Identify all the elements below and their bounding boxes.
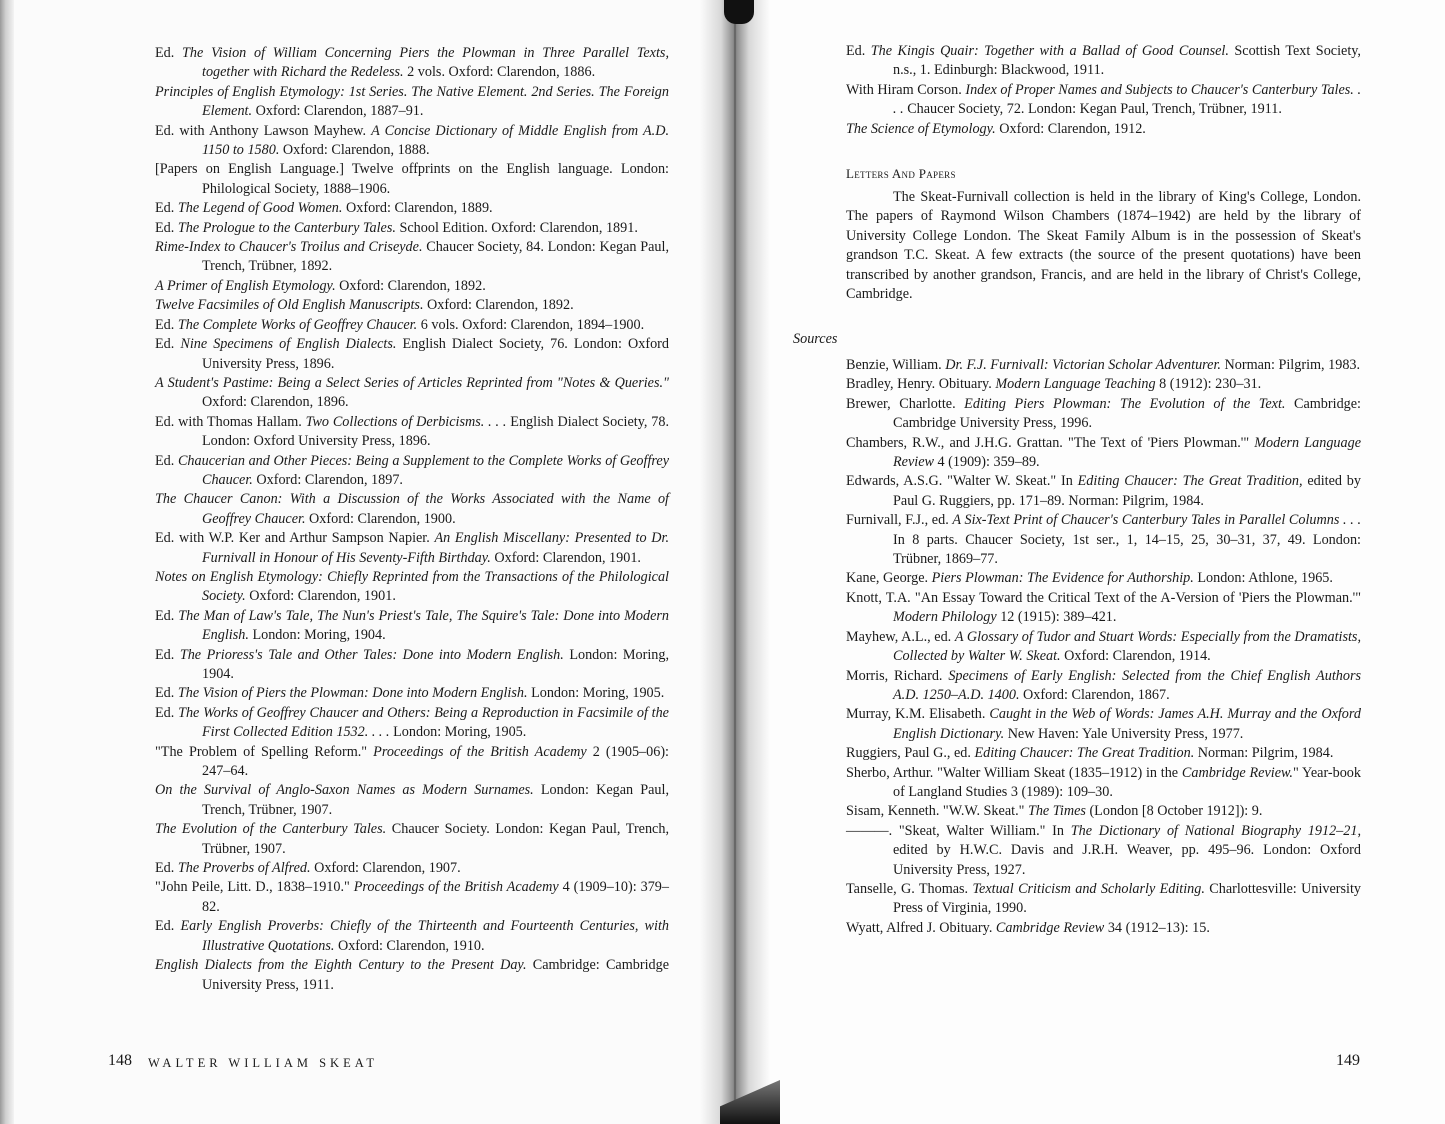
bibliography-entry — [846, 589, 1361, 628]
bibliography-list-left — [155, 44, 669, 995]
entry-title: A Glossary of Tudor and Stuart Words: Especially from the Dramatists, Collected by Walter W. Skeat. — [893, 628, 1361, 665]
bibliography-entry — [155, 568, 669, 607]
entry-title: A Six-Text Print of Chaucer's Canterbury Tales in Parallel Columns . . . — [952, 512, 1361, 529]
entry-title: The Prioress's Tale and Other Tales: Done into Modern English. — [179, 646, 564, 663]
entry-details: Oxford: Clarendon, 1907. — [310, 860, 461, 877]
entry-title: The Times — [1027, 803, 1086, 820]
entry-prefix: [Papers on English Language.] Twelve offprints on the English language. London: Philological Society, 1888–1906. — [155, 161, 669, 197]
entry-prefix: Ed. — [155, 646, 180, 663]
bibliography-entry — [155, 956, 669, 995]
entry-prefix: "The Problem of Spelling Reform." — [155, 743, 374, 760]
entry-prefix: Knott, T.A. "An Essay Toward the Critical Text of the A-Version of 'Piers the Plowman.'" — [846, 589, 1361, 606]
running-head: WALTER WILLIAM SKEAT — [148, 1056, 378, 1070]
entry-details: " Year-book of Langland Studies 3 (1989): 109–30. — [893, 764, 1361, 800]
entry-prefix: Ed. — [155, 45, 183, 61]
bibliography-entry — [846, 744, 1361, 763]
bibliography-list-right — [846, 42, 1361, 139]
entry-details: Scottish Text Society, n.s., 1. Edinburgh: Blackwood, 1911. — [893, 43, 1361, 79]
bibliography-entry — [155, 199, 669, 218]
bibliography-entry — [155, 83, 669, 122]
page-number-left: 148 — [108, 1052, 132, 1069]
entry-title: Dr. F.J. Furnivall: Victorian Scholar Adventurer. — [945, 357, 1221, 373]
bibliography-entry — [846, 880, 1361, 919]
bibliography-entry — [846, 434, 1361, 473]
entry-prefix: Chambers, R.W., and J.H.G. Grattan. "The Text of 'Piers Plowman.'" — [846, 434, 1255, 451]
entry-prefix: Ed. — [155, 336, 181, 353]
entry-details: Oxford: Clarendon, 1888. — [279, 142, 430, 159]
entry-title: Modern Language Review — [893, 434, 1361, 471]
entry-details: Chaucer Society, 72. London: Kegan Paul, Trench, Trübner, 1911. — [903, 101, 1282, 118]
entry-title: Nine Specimens of English Dialects. — [180, 336, 397, 353]
bibliography-entry — [155, 607, 669, 646]
entry-title: Specimens of Early English: Selected from the Chief English Authors A.D. 1250–A.D. 1400. — [893, 667, 1361, 703]
entry-prefix: Ed. — [155, 685, 178, 702]
entry-details: London: Moring, 1904. — [248, 627, 386, 644]
letters-and-papers-text: The Skeat-Furnivall collection is held in the library of King's College, London. The papers of Raymond Wilson Chambers (1874–1942) are held by the library of University College London. The Skeat Family Album is in the possession of Skeat's grandson T.C. Skeat. A few extracts (the source of the present quotations) have been transcribed by another grandson, Francis, and are held in the library of Christ's College, Cambridge. — [846, 189, 1361, 303]
bibliography-entry — [155, 781, 669, 820]
bibliography-entry — [155, 704, 669, 743]
entry-title: The Proverbs of Alfred. — [177, 860, 311, 877]
entry-details: Oxford: Clarendon, 1914. — [1060, 648, 1211, 665]
entry-prefix: Wyatt, Alfred J. Obituary. — [846, 919, 996, 936]
entry-details: London: Moring, 1904. — [202, 646, 670, 682]
bibliography-entry — [155, 820, 669, 859]
entry-details: Cambridge: Cambridge University Press, 1996. — [893, 395, 1361, 432]
entry-details: 6 vols. Oxford: Clarendon, 1894–1900. — [417, 316, 645, 333]
entry-title: A Concise Dictionary of Middle English from A.D. 1150 to 1580. — [202, 122, 670, 159]
bibliography-entry — [155, 684, 669, 703]
entry-prefix: Ed. with Thomas Hallam. — [155, 413, 306, 430]
bibliography-entry — [155, 878, 669, 917]
bibliography-entry — [155, 374, 669, 413]
letters-and-papers-heading: Letters And Papers — [846, 166, 956, 181]
bibliography-entry — [846, 375, 1361, 394]
entry-prefix: Ed. — [155, 219, 178, 236]
entry-details: edited by Paul G. Ruggiers, pp. 171–89. Norman: Pilgrim, 1984. — [893, 473, 1361, 509]
entry-details: Oxford: Clarendon, 1901. — [490, 549, 641, 566]
entry-details: In 8 parts. Chaucer Society, 1st ser., 1, 14–15, 25, 30–31, 37, 49. London: Trübner, 1869–77. — [893, 531, 1361, 568]
entry-details: Chaucer Society. London: Kegan Paul, Trench, Trübner, 1907. — [202, 821, 669, 857]
entry-prefix: Ed. — [155, 452, 178, 469]
entry-title: The Legend of Good Women. — [177, 200, 343, 217]
entry-title: An English Miscellany: Presented to Dr. Furnivall in Honour of His Seventy-Fifth Birthday. — [202, 530, 669, 566]
entry-title: The Complete Works of Geoffrey Chaucer. — [177, 316, 418, 333]
bibliography-entry — [846, 569, 1361, 588]
bibliography-entry — [846, 705, 1361, 744]
entry-title: Editing Chaucer: The Great Tradition. — [974, 745, 1195, 762]
bibliography-entry — [155, 646, 669, 685]
entry-prefix: Ed. — [155, 860, 178, 877]
entry-details: Oxford: Clarendon, 1912. — [995, 120, 1146, 137]
entry-details: English Dialect Society, 76. London: Oxford University Press, 1896. — [202, 336, 669, 372]
entry-title: The Vision of Piers the Plowman: Done into Modern English. — [177, 685, 528, 702]
entry-title: A Primer of English Etymology. — [155, 277, 336, 294]
bibliography-entry — [846, 395, 1361, 434]
entry-title: Principles of English Etymology: 1st Series. The Native Element. 2nd Series. The Foreign Element. — [155, 83, 669, 120]
bibliography-entry — [155, 743, 669, 782]
entry-details: Oxford: Clarendon, 1900. — [305, 510, 456, 527]
entry-title: Piers Plowman: The Evidence for Authorship. — [931, 570, 1194, 587]
entry-title: On the Survival of Anglo-Saxon Names as Modern Surnames. — [155, 782, 534, 799]
entry-details: 34 (1912–13): 15. — [1104, 919, 1210, 936]
bibliography-entry — [155, 335, 669, 374]
entry-details: English Dialect Society, 78. London: Oxford University Press, 1896. — [202, 413, 669, 450]
bibliography-entry — [155, 238, 669, 277]
entry-title: The Chaucer Canon: With a Discussion of the Works Associated with the Name of Geoffrey Chaucer. — [155, 491, 669, 527]
entry-details: 8 (1912): 230–31. — [1155, 376, 1262, 393]
entry-title: Proceedings of the British Academy — [353, 879, 559, 896]
entry-details: Oxford: Clarendon, 1892. — [423, 297, 574, 314]
entry-details: Norman: Pilgrim, 1983. — [1220, 357, 1361, 373]
entry-prefix: Mayhew, A.L., ed. — [846, 628, 955, 645]
entry-title: Cambridge Review. — [1181, 764, 1293, 781]
entry-prefix: Ruggiers, Paul G., ed. — [846, 745, 975, 762]
bibliography-entry — [155, 219, 669, 238]
entry-prefix: Ed. — [846, 43, 871, 59]
bibliography-entry — [155, 529, 669, 568]
entry-details: Charlottesville: University Press of Virginia, 1990. — [893, 880, 1361, 917]
entry-prefix: Ed. with W.P. Ker and Arthur Sampson Napier. — [155, 530, 435, 547]
entry-prefix: Edwards, A.S.G. "Walter W. Skeat." In — [846, 473, 1078, 490]
entry-title: Caught in the Web of Words: James A.H. Murray and the Oxford English Dictionary. — [893, 706, 1361, 742]
entry-prefix: Ed. — [155, 704, 179, 721]
sources-list — [846, 356, 1361, 938]
entry-prefix: Benzie, William. — [846, 357, 946, 373]
entry-prefix: Bradley, Henry. Obituary. — [846, 376, 996, 393]
entry-prefix: Kane, George. — [846, 570, 932, 587]
entry-prefix: Ed. — [155, 200, 178, 217]
entry-title: Rime-Index to Chaucer's Troilus and Criseyde. — [155, 239, 423, 256]
entry-title: The Works of Geoffrey Chaucer and Others: Being a Reproduction in Facsimile of the First Collected Edition 1532. . . . — [178, 704, 669, 741]
entry-title: Modern Language Teaching — [995, 376, 1156, 393]
entry-prefix: With Hiram Corson. — [846, 81, 966, 98]
entry-title: The Kingis Quair: Together with a Ballad of Good Counsel. — [870, 43, 1229, 59]
bibliography-entry — [846, 511, 1361, 569]
sources-heading: Sources — [793, 331, 838, 347]
entry-prefix: Ed. with Anthony Lawson Mayhew. — [155, 122, 372, 139]
bibliography-entry — [846, 764, 1361, 803]
entry-details: edited by H.W.C. Davis and J.R.H. Weaver, pp. 495–96. London: Oxford University Press, 1927. — [893, 842, 1361, 878]
entry-prefix: "John Peile, Litt. D., 1838–1910." — [155, 879, 354, 896]
bibliography-entry — [155, 122, 669, 161]
binding-top — [724, 0, 754, 24]
entry-title: Editing Chaucer: The Great Tradition, — [1077, 473, 1303, 490]
bibliography-entry — [846, 42, 1361, 81]
bibliography-entry — [155, 917, 669, 956]
bibliography-entry — [155, 452, 669, 491]
entry-details: London: Athlone, 1965. — [1193, 570, 1333, 587]
bibliography-entry — [155, 296, 669, 315]
entry-title: Two Collections of Derbicisms. . . . — [305, 413, 507, 430]
bibliography-entry — [846, 919, 1361, 938]
entry-prefix: Morris, Richard. — [846, 667, 949, 684]
entry-title: The Prologue to the Canterbury Tales. — [177, 219, 396, 236]
entry-prefix: Sherbo, Arthur. "Walter William Skeat (1835–1912) in the — [846, 764, 1182, 781]
entry-title: Proceedings of the British Academy — [373, 743, 587, 760]
entry-prefix: Ed. — [155, 316, 178, 333]
entry-details: Oxford: Clarendon, 1887–91. — [252, 103, 424, 120]
bibliography-entry — [846, 628, 1361, 667]
entry-details: London: Moring, 1905. — [527, 685, 665, 702]
bibliography-entry — [155, 277, 669, 296]
entry-title: Editing Piers Plowman: The Evolution of the Text. — [964, 395, 1286, 412]
entry-prefix: Murray, K.M. Elisabeth. — [846, 706, 990, 723]
entry-title: Index of Proper Names and Subjects to Chaucer's Canterbury Tales. . . . — [893, 81, 1361, 118]
entry-details: Oxford: Clarendon, 1889. — [342, 200, 493, 217]
entry-details: Cambridge: Cambridge University Press, 1911. — [202, 957, 669, 993]
entry-title: The Evolution of the Canterbury Tales. — [155, 821, 387, 838]
bibliography-entry — [155, 316, 669, 335]
entry-title: English Dialects from the Eighth Century to the Present Day. — [155, 957, 527, 974]
entry-details: 2 vols. Oxford: Clarendon, 1886. — [403, 64, 596, 81]
entry-title: The Dictionary of National Biography 1912–21, — [1070, 822, 1361, 839]
entry-details: Norman: Pilgrim, 1984. — [1194, 745, 1334, 762]
entry-prefix: Ed. — [155, 918, 181, 935]
entry-details: Oxford: Clarendon, 1901. — [245, 588, 396, 605]
entry-prefix: ———. "Skeat, Walter William." In — [846, 822, 1071, 839]
bibliography-entry — [155, 44, 669, 83]
bibliography-entry — [846, 472, 1361, 511]
entry-details: London: Kegan Paul, Trench, Trübner, 1907. — [202, 782, 670, 818]
bibliography-entry — [846, 667, 1361, 706]
entry-prefix: Ed. — [155, 607, 179, 624]
entry-details: School Edition. Oxford: Clarendon, 1891. — [395, 219, 638, 236]
entry-prefix: Tanselle, G. Thomas. — [846, 880, 973, 897]
entry-details: Oxford: Clarendon, 1896. — [202, 394, 349, 411]
bibliography-entry — [155, 490, 669, 529]
entry-title: Textual Criticism and Scholarly Editing. — [972, 880, 1205, 897]
entry-title: Cambridge Review — [995, 919, 1105, 936]
entry-title: Early English Proverbs: Chiefly of the Thirteenth and Fourteenth Centuries, with Illustrative Quotations. — [180, 918, 669, 954]
entry-details: Oxford: Clarendon, 1892. — [335, 277, 486, 294]
entry-details: 2 (1905–06): 247–64. — [202, 743, 669, 780]
entry-prefix: Furnivall, F.J., ed. — [846, 512, 953, 529]
bibliography-entry — [846, 822, 1361, 880]
bibliography-entry — [155, 859, 669, 878]
entry-prefix: Sisam, Kenneth. "W.W. Skeat." — [846, 803, 1028, 820]
bibliography-entry — [155, 413, 669, 452]
book-gutter — [700, 0, 770, 1124]
entry-details: (London [8 October 1912]): 9. — [1085, 803, 1263, 820]
entry-details: 4 (1909–10): 379–82. — [202, 879, 669, 915]
entry-details: London: Moring, 1905. — [389, 724, 527, 741]
entry-title: The Man of Law's Tale, The Nun's Priest's Tale, The Squire's Tale: Done into Modern English. — [178, 607, 669, 644]
page-number-right: 149 — [1336, 1052, 1360, 1069]
entry-title: The Vision of William Concerning Piers the Plowman in Three Parallel Texts, together with Richard the Redeless. — [182, 45, 669, 81]
bibliography-entry — [846, 81, 1361, 120]
bibliography-entry — [155, 160, 669, 199]
entry-details: Oxford: Clarendon, 1897. — [252, 471, 403, 488]
entry-title: Twelve Facsimiles of Old English Manuscripts. — [155, 297, 424, 314]
entry-details: 4 (1909): 359–89. — [933, 454, 1040, 471]
bibliography-entry — [846, 802, 1361, 821]
entry-details: Oxford: Clarendon, 1867. — [1019, 686, 1170, 703]
entry-title: Modern Philology — [893, 609, 997, 626]
entry-title: Chaucerian and Other Pieces: Being a Supplement to the Complete Works of Geoffrey Chaucer. — [177, 452, 669, 488]
entry-details: Chaucer Society, 84. London: Kegan Paul, Trench, Trübner, 1892. — [202, 239, 669, 275]
entry-title: A Student's Pastime: Being a Select Series of Articles Reprinted from "Notes & Queries." — [155, 374, 669, 391]
entry-details: Oxford: Clarendon, 1910. — [334, 937, 485, 954]
entry-details: New Haven: Yale University Press, 1977. — [1004, 725, 1244, 742]
bibliography-entry — [846, 356, 1361, 375]
entry-title: The Science of Etymology. — [846, 120, 996, 137]
bibliography-entry — [846, 120, 1361, 139]
entry-details: 12 (1915): 389–421. — [996, 609, 1117, 626]
entry-prefix: Brewer, Charlotte. — [846, 395, 965, 412]
page-edge-shadow — [0, 0, 14, 1124]
entry-title: Notes on English Etymology: Chiefly Reprinted from the Transactions of the Philological Society. — [155, 568, 669, 605]
